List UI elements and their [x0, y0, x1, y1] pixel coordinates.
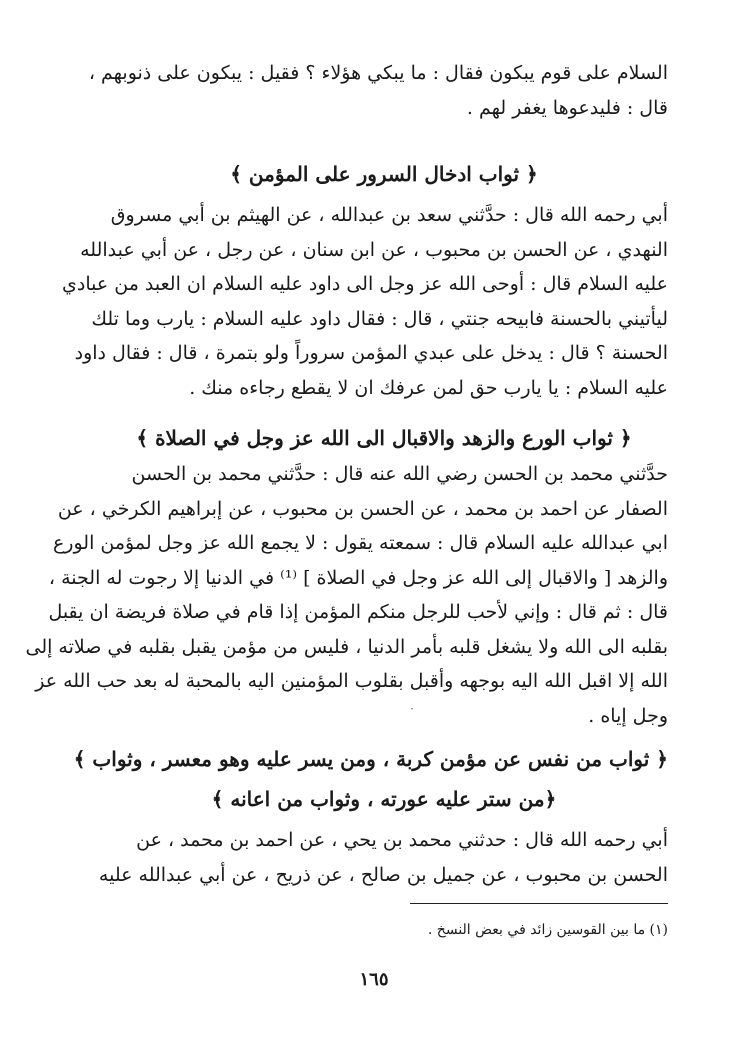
section-body-relief	[100, 823, 668, 892]
text-line: الله إلا اقبل الله اليه بوجهه وأقبل بقلوب المؤمنين اليه بالمحبة له بعد حب الله عز	[35, 670, 668, 692]
text-line: أبي رحمه الله قال : حدَّثني سعد بن عبدالله ، عن الهيثم بن أبي مسروق	[110, 204, 668, 226]
text-line: الحسنة ؟ قال : يدخل على عبدي المؤمن سروراً ولو بتمرة ، قال : فقال داود	[74, 342, 668, 364]
text-line: ليأتيني بالحسنة فابيحه جنتي ، قال : فقال داود عليه السلام : يارب وما تلك	[91, 307, 668, 330]
section-heading-joy: ﴿ ثواب ادخال السرور على المؤمن ﴾	[230, 162, 538, 186]
text-line: الحسن بن محبوب ، عن جميل بن صالح ، عن ذريح ، عن أبي عبدالله عليه	[98, 863, 668, 886]
text-line: وجل إياه .	[588, 704, 668, 727]
intro-paragraph	[88, 56, 668, 125]
footnote: (١) ما بين القوسين زائد في بعض النسخ .	[427, 922, 668, 938]
text-line: قال : فليدعوها يغفر لهم .	[466, 96, 668, 119]
text-line: السلام على قوم يبكون فقال : ما يبكي هؤلاء ؟ فقيل : يبكون على ذنوبهم ،	[88, 62, 668, 84]
text-line: حدَّثني محمد بن الحسن رضي الله عنه قال : حدَّثني محمد بن الحسن	[131, 463, 668, 485]
footnote-divider	[410, 903, 668, 904]
text-line: قال : ثم قال : وإني لأحب للرجل منكم المؤمن إذا قام في صلاة فريضة ان يقبل	[48, 601, 668, 623]
text-line: الصفار عن احمد بن محمد ، عن الحسن بن محبوب ، عن إبراهيم الكرخي ، عن	[57, 497, 668, 520]
text-line: والزهد [ والاقبال إلى الله عز وجل في الصلاة ] ⁽¹⁾ في الدنيا إلا رجوت له الجنة ،	[48, 566, 668, 589]
heading-line: ﴿من ستر عليه عورته ، وثواب من اعانه ﴾	[211, 787, 557, 811]
section-body-piety	[25, 457, 668, 733]
text-line: عليه السلام قال : أوحى الله عز وجل الى داود عليه السلام ان العبد من عبادي	[62, 273, 668, 295]
section-heading-relief	[73, 742, 668, 816]
text-line: ابي عبدالله عليه السلام قال : سمعته يقول : لا يجمع الله عز وجل لمؤمن الورع	[52, 532, 668, 554]
text-line: بقلبه الى الله ولا يشغل قلبه بأمر الدنيا ، فليس من مؤمن يقبل بقلبه في صلاته إلى	[25, 635, 668, 658]
page-number: ١٦٥	[359, 969, 389, 990]
section-body-joy	[62, 198, 668, 405]
text-line: النهدي ، عن الحسن بن محبوب ، عن ابن سنان ، عن رجل ، عن أبي عبدالله	[80, 238, 668, 261]
section-heading-piety: ﴿ ثواب الورع والزهد والاقبال الى الله عز وجل في الصلاة ﴾	[136, 426, 632, 450]
stray-mark: ·	[410, 702, 414, 716]
text-line: عليه السلام : يا يارب حق لمن عرفك ان لا يقطع رجاءه منك .	[189, 376, 668, 399]
heading-line: ﴿ ثواب من نفس عن مؤمن كربة ، ومن يسر عليه وهو معسر ، وثواب ﴾	[73, 747, 668, 771]
text-line: أبي رحمه الله قال : حدثني محمد بن يحي ، عن احمد بن محمد ، عن	[136, 829, 668, 851]
